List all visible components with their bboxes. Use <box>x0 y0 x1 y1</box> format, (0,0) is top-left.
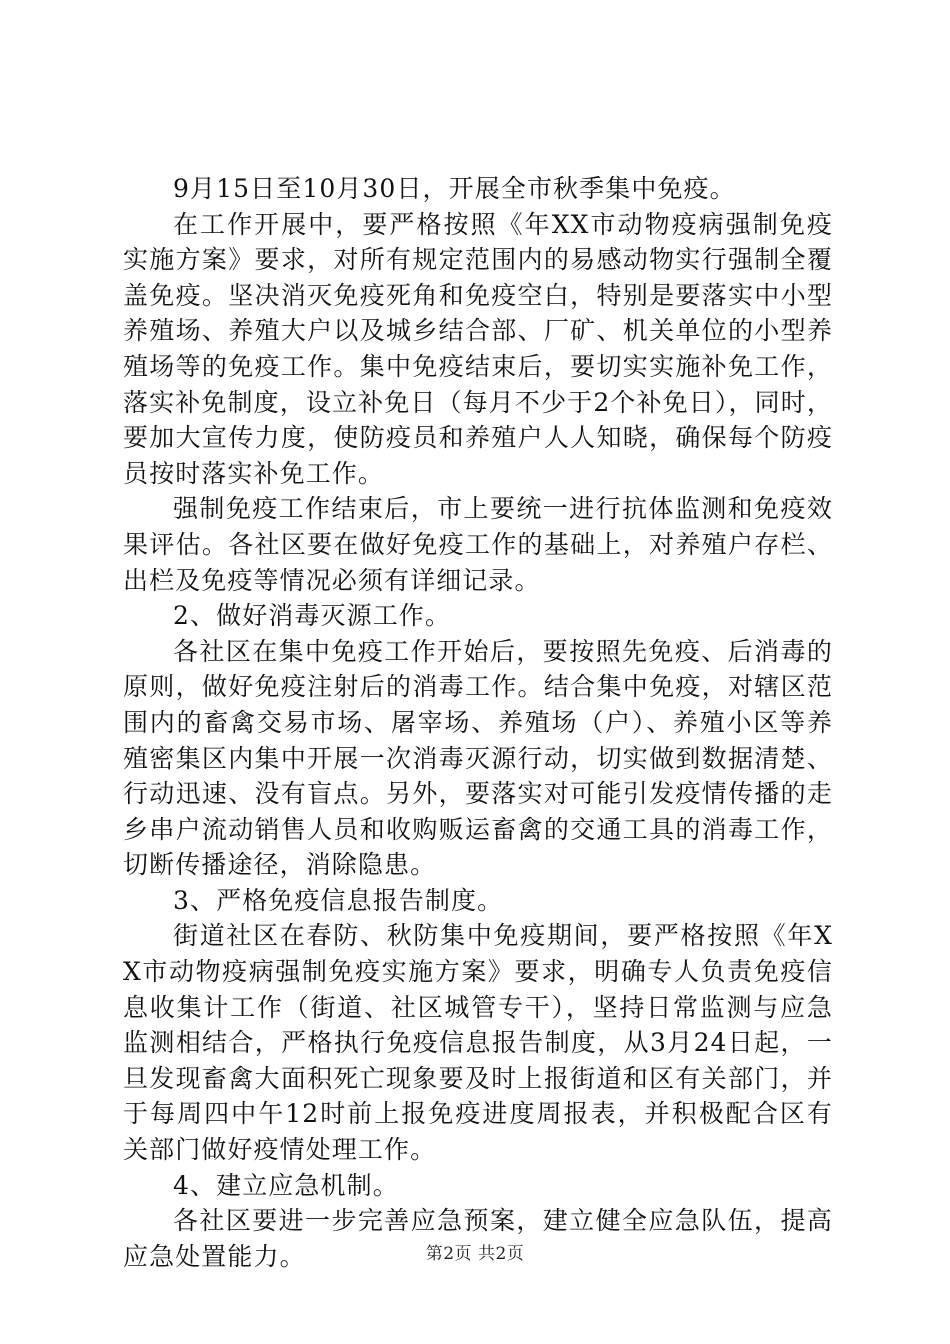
document-body <box>123 171 833 1274</box>
paragraph-emergency: 各社区要进一步完善应急预案，建立健全应急队伍，提高应急处置能力。 <box>123 1206 833 1271</box>
section-heading-reporting: 3、严格免疫信息报告制度。 <box>173 885 504 915</box>
paragraph-reporting: 街道社区在春防、秋防集中免疫期间，要严格按照《年XX市动物疫病强制免疫实施方案》要求，明确专人负责免疫信息收集计工作（街道、社区城管专干），坚持日常监测与应急监测相结合，严格执行免疫信息报告制度，从3月24日起，一旦发现畜禽大面积死亡现象要及时上报街道和区有关部门，并于每周四中午12时前上报免疫进度周报表，并积极配合区有关部门做好疫情处理工作。 <box>123 921 833 1165</box>
section-heading-disinfection: 2、做好消毒灭源工作。 <box>173 601 452 631</box>
paragraph-work-requirements: 在工作开展中，要严格按照《年XX市动物疫病强制免疫实施方案》要求，对所有规定范围内的易感动物实行强制全覆盖免疫。坚决消灭免疫死角和免疫空白，特别是要落实中小型养殖场、养殖大户以及城乡结合部、厂矿、机关单位的小型养殖场等的免疫工作。集中免疫结束后，要切实实施补免工作，落实补免制度，设立补免日（每月不少于2个补免日），同时，要加大宣传力度，使防疫员和养殖户人人知晓，确保每个防疫员按时落实补免工作。 <box>123 209 833 488</box>
paragraph-autumn-immunization: 9月15日至10月30日，开展全市秋季集中免疫。 <box>173 174 736 203</box>
paragraph-antibody-monitoring: 强制免疫工作结束后，市上要统一进行抗体监测和免疫效果评估。各社区要在做好免疫工作的基础上，对养殖户存栏、出栏及免疫等情况必须有详细记录。 <box>123 494 833 595</box>
paragraph-disinfection: 各社区在集中免疫工作开始后，要按照先免疫、后消毒的原则，做好免疫注射后的消毒工作。结合集中免疫，对辖区范围内的畜禽交易市场、屠宰场、养殖场（户）、养殖小区等养殖密集区内集中开展一次消毒灭源行动，切实做到数据清楚、行动迅速、没有盲点。另外，要落实对可能引发疫情传播的走乡串户流动销售人员和收购贩运畜禽的交通工具的消毒工作，切断传播途径，消除隐患。 <box>123 636 833 880</box>
page-number-footer: 第2页 共2页 <box>425 1244 525 1264</box>
section-heading-emergency: 4、建立应急机制。 <box>173 1170 399 1200</box>
